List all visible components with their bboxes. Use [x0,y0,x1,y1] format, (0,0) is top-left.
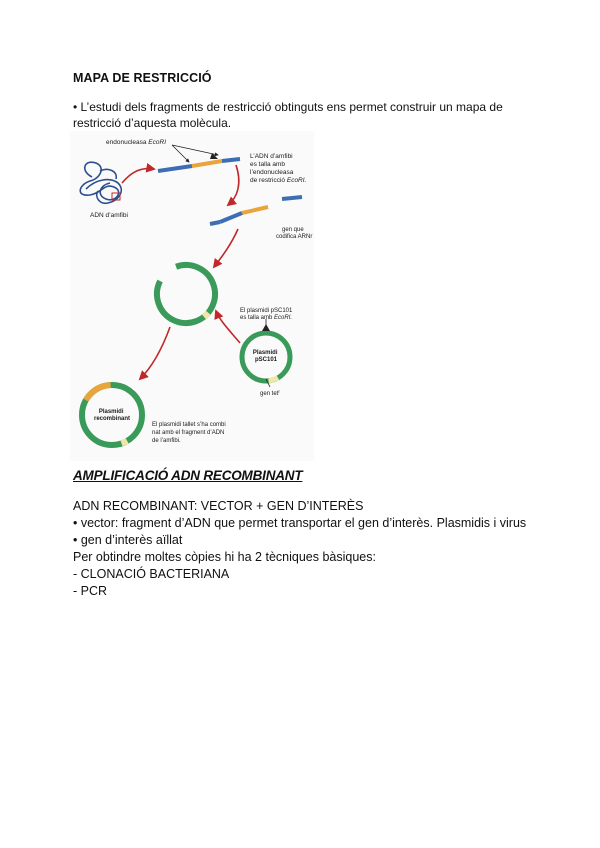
label-gen-que: gen que codifica ARNr [276,227,313,240]
label-endonuclease: endonucleasa EcoRI [106,139,166,146]
line-recombinant-def: ADN RECOMBINANT: VECTOR + GEN D’INTERÈS [73,499,364,513]
line-vector: • vector: fragment d’ADN que permet transportar el gen d’interès. Plasmidis i virus [73,516,527,530]
line-cloning: - CLONACIÓ BACTERIANA [73,567,230,581]
restriction-paragraph: • L’estudi dels fragments de restricció obtinguts ens permet construir un mapa de restricció d’aquesta molècula. [73,100,503,130]
label-adn-amfibi: ADN d’amfibi [90,212,128,219]
recombinant-dna-figure [70,131,314,461]
amplification-body [73,498,553,600]
line-copies: Per obtindre moltes còpies hi ha 2 tècniques bàsiques: [73,550,376,564]
label-recombinant: Plasmidi recombinant [93,409,131,422]
heading-restriction-map: MAPA DE RESTRICCIÓ [73,71,212,85]
label-plasmidi-small: Plasmidi pSC101 [252,350,278,363]
line-gene: • gen d’interès aïllat [73,533,183,547]
label-adn-cut: L’ADN d’amfibi es talla amb l’endonucleasa de restricció EcoRI. [250,153,307,184]
heading-amplification: AMPLIFICACIÓ ADN RECOMBINANT [73,468,303,483]
label-joined: El plasmidi tallet s’ha combi nat amb el fragment d’ADN de l’amfibi. [152,422,226,444]
line-pcr: - PCR [73,584,108,598]
label-gen-tet: gen tet$^r$ [260,389,280,397]
label-plasmid-cut: El plasmidi pSC101 es talla amb EcoRI. [240,308,293,321]
